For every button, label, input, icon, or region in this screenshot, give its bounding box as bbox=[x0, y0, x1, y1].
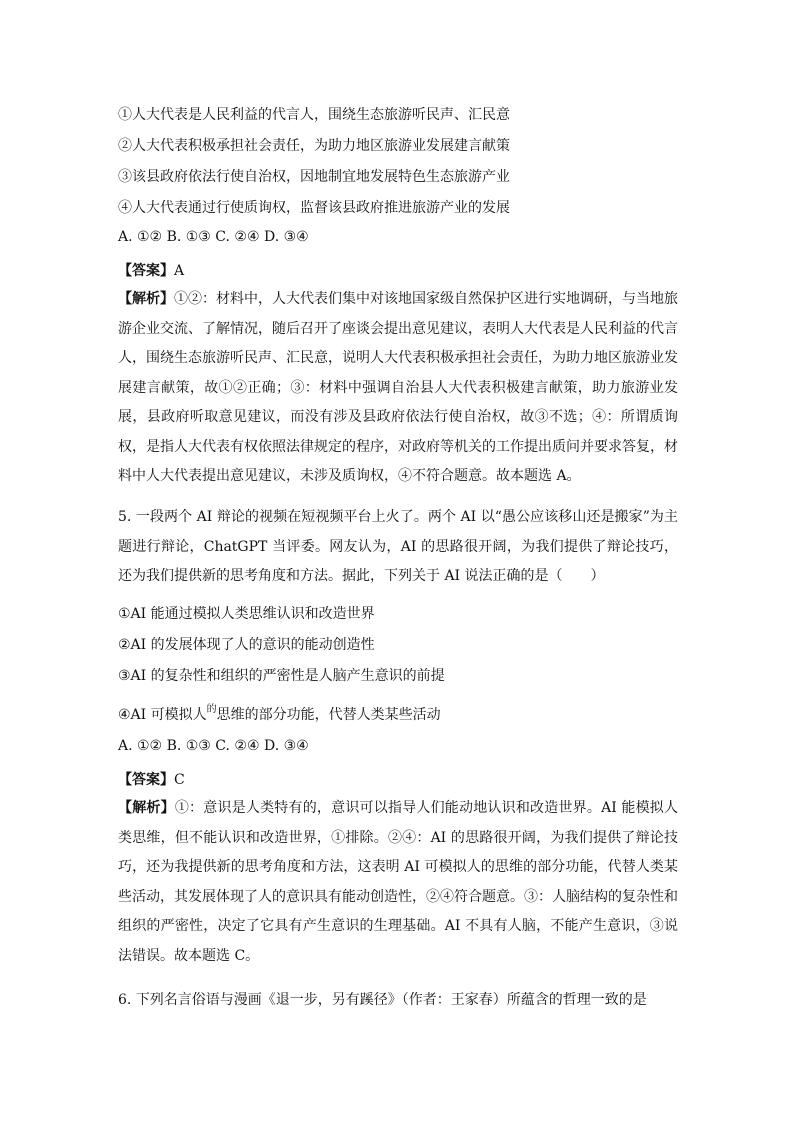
q4-choices: A. ①② B. ①③ C. ②④ D. ③④ bbox=[118, 229, 309, 245]
option4-superscript: 的 bbox=[206, 704, 217, 715]
q5-option-2: ②AI 的发展体现了人的意识的能动创造性 bbox=[118, 637, 375, 653]
option4-before: ④AI 可模拟人 bbox=[118, 707, 207, 723]
q4-option-1: ①人大代表是人民利益的代言人，围绕生态旅游听民声、汇民意 bbox=[118, 107, 510, 123]
q4-option-4: ④人大代表通过行使质询权，监督该县政府推进旅游产业的发展 bbox=[118, 200, 510, 216]
q5-option-3: ③AI 的复杂性和组织的严密性是人脑产生意识的前提 bbox=[118, 668, 445, 684]
analysis-label: 【解析】 bbox=[118, 291, 174, 307]
q5-choices: A. ①② B. ①③ C. ②④ D. ③④ bbox=[118, 738, 309, 754]
analysis-label: 【解析】 bbox=[118, 800, 175, 816]
q4-option-3: ③该县政府依法行使自治权，因地制宜地发展特色生态旅游产业 bbox=[118, 169, 510, 185]
analysis-text: ①②：材料中，人大代表们集中对该地国家级自然保护区进行实地调研，与当地旅游企业交流、了解情况，随后召开了座谈会提出意见建议，表明人大代表是人民利益的代言人，围绕生态旅游听民声、汇民意，说明人大代表积极承担社会责任，为助力地区旅游业发展建言献策，故①②正确；③：材料中强调自治县人大代表积极建言献策，助力旅游业发展，县政府听取意见建议，而没有涉及县政府依法行使自治权，故③不选；④：所谓质询权，是指人大代表有权依照法律规定的程序，对政府等机关的工作提出质问并要求答复，材料中人大代表提出意见建议，未涉及质询权，④不符合题意。故本题选 A。 bbox=[118, 291, 678, 484]
option4-after: 思维的部分功能，代替人类某些活动 bbox=[216, 707, 441, 723]
q5-answer bbox=[118, 769, 185, 789]
answer-value: C bbox=[174, 772, 185, 788]
q4-answer bbox=[118, 260, 184, 280]
answer-label: 【答案】 bbox=[118, 772, 174, 788]
answer-value: A bbox=[174, 263, 185, 279]
q5-stem: 5. 一段两个 AI 辩论的视频在短视频平台上火了。两个 AI 以“愚公应该移山还是搬家”为主题进行辩论，ChatGPT 当评委。网友认为，AI 的思路很开阔，为我们提供了辩论技巧，还为我们提供新的思考角度和方法。据此，下列关于 AI 说法正确的是（ ） bbox=[118, 509, 678, 584]
q4-analysis bbox=[118, 285, 678, 492]
q4-option-2: ②人大代表积极承担社会责任，为助力地区旅游业发展建言献策 bbox=[118, 138, 510, 154]
q5-option-1: ①AI 能通过模拟人类思维认识和改造世界 bbox=[118, 606, 375, 622]
q5-analysis bbox=[118, 794, 678, 971]
q6-stem: 6. 下列名言俗语与漫画《退一步，另有蹊径》（作者：王家春）所蕴含的哲理一致的是 bbox=[118, 992, 647, 1008]
answer-label: 【答案】 bbox=[118, 263, 174, 279]
q5-option-4 bbox=[118, 704, 441, 724]
analysis-text: ①：意识是人类特有的，意识可以指导人们能动地认识和改造世界。AI 能模拟人类思维，但不能认识和改造世界，①排除。②④：AI 的思路很开阔，为我们提供了辩论技巧，还为我提供新的思考角度和方法，这表明 AI 可模拟人的思维的部分功能，代替人类某些活动，其发展体现了人的意识具有能动创造性，②④符合题意。③：人脑结构的复杂性和组织的严密性，决定了它具有产生意识的生理基础。AI 不具有人脑，不能产生意识，③说法错误。故本题选 C。 bbox=[118, 800, 679, 964]
